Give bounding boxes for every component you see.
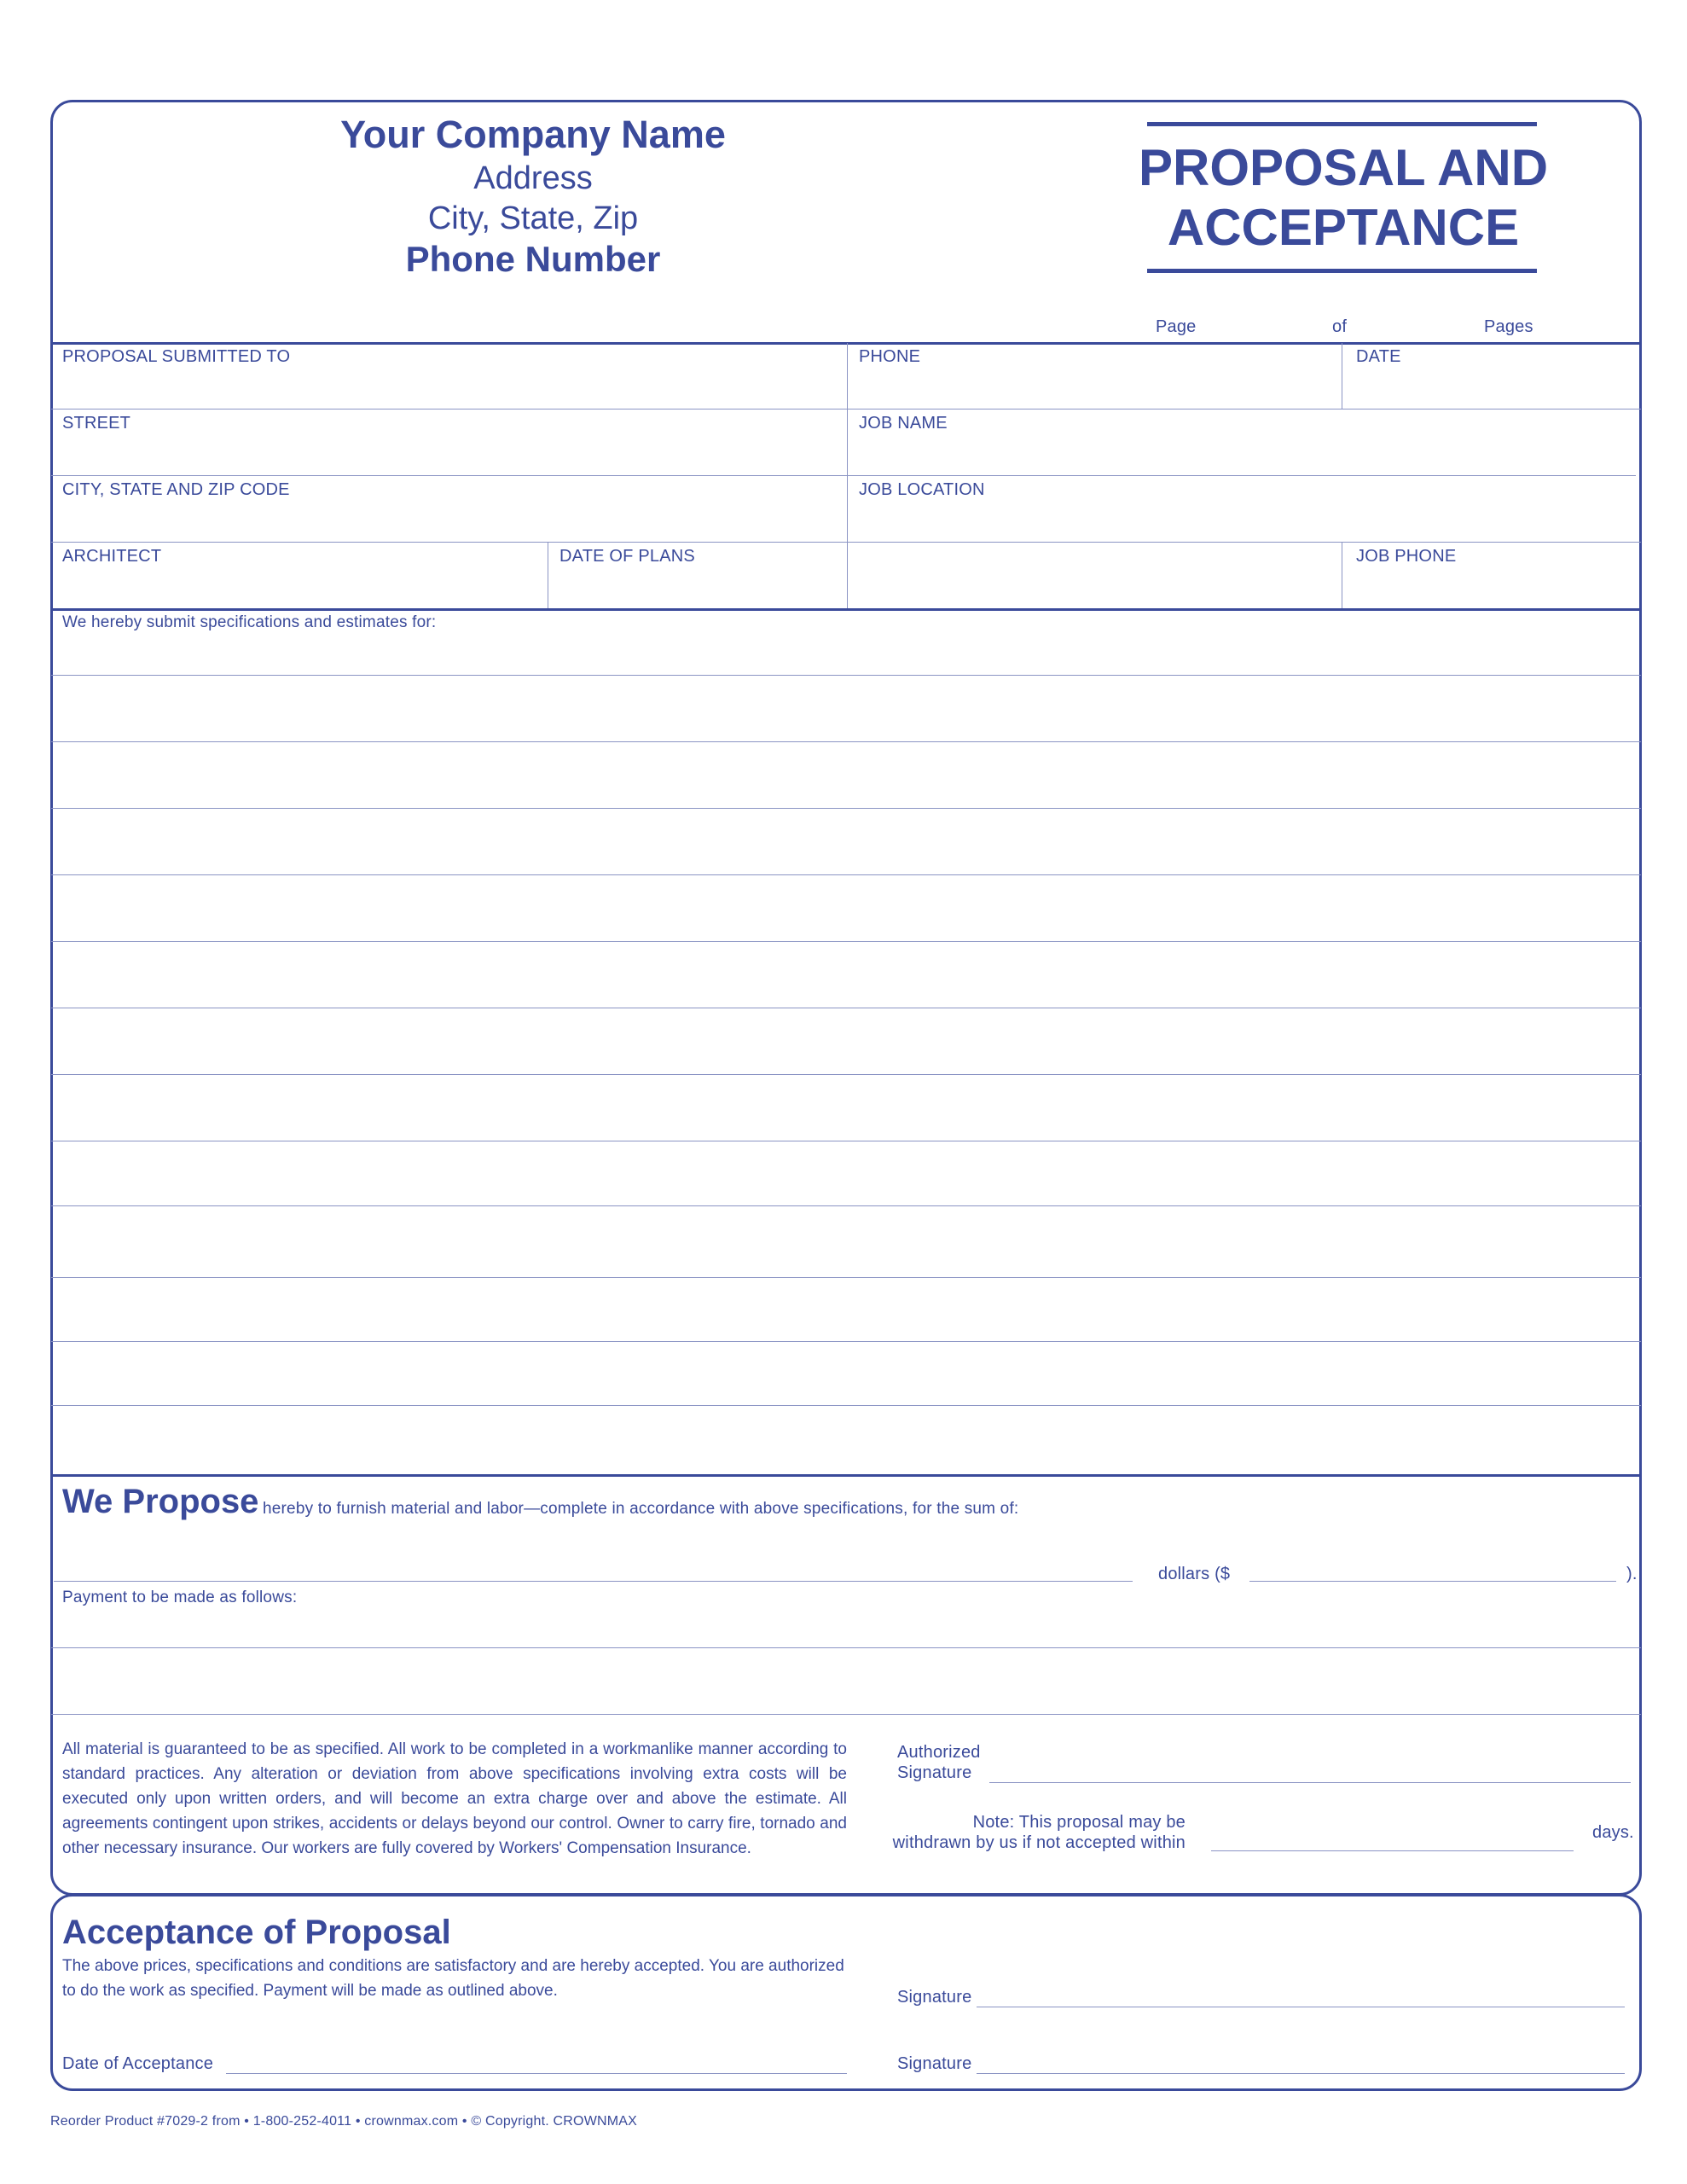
acceptance-signature-line-2[interactable] <box>977 2073 1625 2074</box>
spec-line[interactable] <box>51 1205 1641 1206</box>
grid-top-rule <box>51 342 1641 345</box>
pages-label: Pages <box>1484 317 1533 336</box>
authorized-signature-line[interactable] <box>989 1782 1631 1783</box>
date-of-acceptance-line[interactable] <box>226 2073 847 2074</box>
job-location-field[interactable]: JOB LOCATION <box>859 480 985 499</box>
job-name-field[interactable]: JOB NAME <box>859 414 948 433</box>
spec-line[interactable] <box>51 941 1641 942</box>
sum-amount-line[interactable] <box>1249 1581 1616 1582</box>
acceptance-text: The above prices, specifications and conditions are satisfactory and are hereby accepted. You are authorized to do the work as specified. Payment will be made as outlined above. <box>62 1957 844 2000</box>
dollars-label: dollars ($ <box>1158 1565 1231 1583</box>
form-title-line1: PROPOSAL AND <box>1138 139 1549 196</box>
spec-line[interactable] <box>51 675 1641 676</box>
days-label: days. <box>1592 1823 1634 1842</box>
grid-row-rule-2 <box>51 475 1636 476</box>
guarantee-terms: All material is guaranteed to be as specified. All work to be completed in a workmanlike manner according to standard practices. Any alteration or deviation from above specifications involving extra costs will be executed only upon written orders, and will become an extra charge over and above the estimate. All agreements contingent upon strikes, accidents or delays beyond our control. Owner to carry fire, tornado and other necessary insurance. Our workers are fully covered by Workers' Compensation Insurance. <box>62 1740 847 1857</box>
payment-line[interactable] <box>51 1647 1641 1648</box>
form-title-line2: ACCEPTANCE <box>1167 199 1520 256</box>
spec-line[interactable] <box>51 1074 1641 1075</box>
main-form-frame <box>50 100 1642 1896</box>
spec-line[interactable] <box>51 741 1641 742</box>
company-name: Your Company Name <box>340 113 726 156</box>
grid-row-rule-1 <box>51 409 1641 410</box>
job-phone-field[interactable]: JOB PHONE <box>1356 547 1457 566</box>
architect-field[interactable]: ARCHITECT <box>62 547 162 566</box>
withdraw-days-line[interactable] <box>1211 1850 1574 1851</box>
date-of-acceptance-label: Date of Acceptance <box>62 2054 214 2073</box>
sum-words-line[interactable] <box>54 1581 1133 1582</box>
company-city-state-zip: City, State, Zip <box>427 200 639 236</box>
of-label: of <box>1332 317 1348 336</box>
city-state-zip-field[interactable]: CITY, STATE AND ZIP CODE <box>62 480 290 499</box>
propose-top-rule <box>51 1474 1641 1477</box>
spec-line[interactable] <box>51 1341 1641 1342</box>
note-line1: Note: This proposal may be <box>972 1813 1186 1832</box>
payment-label: Payment to be made as follows: <box>62 1589 298 1606</box>
title-rule-top <box>1147 122 1537 126</box>
spec-line[interactable] <box>51 1405 1641 1406</box>
we-propose-heading: We Propose <box>62 1483 259 1520</box>
date-of-plans-field[interactable]: DATE OF PLANS <box>559 547 695 566</box>
close-paren: ). <box>1626 1565 1638 1583</box>
acceptance-heading: Acceptance of Proposal <box>62 1914 451 1951</box>
reorder-footer: Reorder Product #7029-2 from • 1-800-252-4011 • crownmax.com • © Copyright. CROWNMAX <box>50 2114 638 2129</box>
street-field[interactable]: STREET <box>62 414 131 433</box>
acceptance-signature-label-1: Signature <box>897 1988 972 2007</box>
authorized-signature-label: Signature <box>897 1763 972 1782</box>
grid-row-rule-3 <box>51 542 1641 543</box>
spec-line[interactable] <box>51 874 1641 875</box>
grid-divider-main <box>847 343 848 608</box>
title-rule-bottom <box>1147 269 1537 273</box>
phone-field[interactable]: PHONE <box>859 347 921 366</box>
payment-line[interactable] <box>51 1714 1641 1715</box>
grid-bottom-rule <box>51 608 1641 611</box>
note-line2: withdrawn by us if not accepted within <box>892 1833 1186 1852</box>
authorized-label: Authorized <box>897 1743 981 1762</box>
page-label: Page <box>1156 317 1197 336</box>
specifications-intro: We hereby submit specifications and estimates for: <box>62 613 437 631</box>
spec-line[interactable] <box>51 1277 1641 1278</box>
company-phone: Phone Number <box>405 239 661 279</box>
spec-line[interactable] <box>51 808 1641 809</box>
we-propose-text: hereby to furnish material and labor—complete in accordance with above specifications, for the sum of: <box>263 1500 1019 1518</box>
proposal-submitted-to-field[interactable]: PROPOSAL SUBMITTED TO <box>62 347 291 366</box>
acceptance-signature-label-2: Signature <box>897 2054 972 2073</box>
date-field[interactable]: DATE <box>1356 347 1401 366</box>
company-address: Address <box>473 160 593 196</box>
